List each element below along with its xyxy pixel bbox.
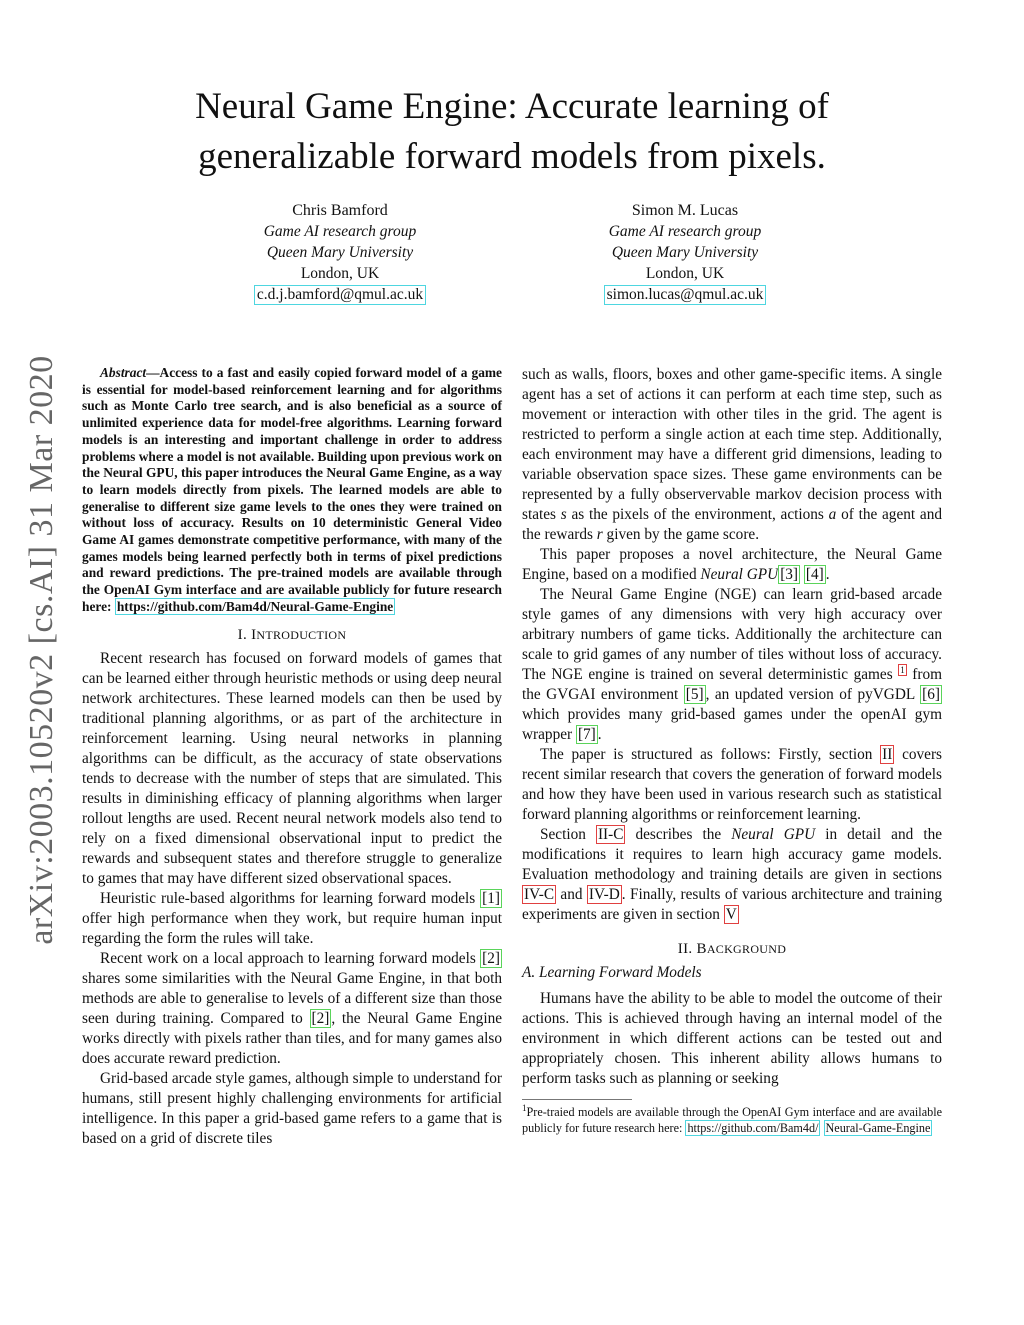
section-number: II. xyxy=(677,941,693,957)
text-run: Section xyxy=(540,826,596,843)
intro-paragraph-7 xyxy=(522,745,942,825)
section-title-rest: ACKGROUND xyxy=(706,942,787,956)
abstract xyxy=(82,365,502,616)
text-run: This paper proposes a novel architecture, the Neural Game Engine, based on a modified xyxy=(522,546,942,583)
citation-link[interactable]: [3] xyxy=(780,566,799,583)
abstract-text: Access to a fast and easily copied forward model of a game is essential for model-based reinforcement learning and for algorithms such as Monte Carlo tree search, and is also beneficial as a source of unlimited experience data for model-free algorithms. Learning forward models is an interesting and important challenge in order to address problems where a model is not available. Building upon previous work on the Neural GPU, this paper introduces the Neural Game Engine, as a way to learn models directly from pixels. The learned models are able to generalise to different size game levels to the ones they were trained on without loss of accuracy. Results on 10 deterministic General Video Game AI games demonstrate competitive performance, with many of the games models being learned perfectly both in terms of pixel predictions and reward predictions. The pre-trained models are available through the OpenAI Gym interface and are available publicly for future research here: xyxy=(82,365,502,614)
text-run: such as walls, floors, boxes and other game-specific items. A single agent has a set of actions it can perform at each time step, such as movement or interaction with other tiles in the grid. The agent is restricted to perform a single action at each time step. Additionally, each environment may have a different grid dimensions, leading to variable observation space sizes. These game environments can be represented by a fully observervable markov decision process with states xyxy=(522,366,942,523)
intro-paragraph-3 xyxy=(82,949,502,1069)
title-line-1: Neural Game Engine: Accurate learning of xyxy=(195,86,829,127)
text-run: and xyxy=(556,886,587,903)
background-paragraph-1: Humans have the ability to be able to model the outcome of their actions. This is achieved through having an internal model of the environment in which different actions can be tested out and appropriately chosen. This inherent ability allows humans to perform tasks such as planning or seeking xyxy=(522,990,942,1087)
title-line-2: generalizable forward models from pixels. xyxy=(198,136,826,177)
text-run: covers recent similar research that covers the generation of forward models and how they have been used in various research such as statistical forward planning algorithms or reinforcement learning. xyxy=(522,746,943,823)
section-link[interactable]: II-C xyxy=(597,826,624,843)
section-heading-introduction xyxy=(82,625,502,645)
right-column xyxy=(522,365,942,1136)
text-run: which provides many grid-based games under the openAI gym wrapper xyxy=(522,706,942,743)
subsection-heading: A. Learning Forward Models xyxy=(522,964,702,981)
text-run: from the GVGAI environment xyxy=(522,666,942,703)
author-university: Queen Mary University xyxy=(611,244,759,261)
author-location: London, UK xyxy=(645,265,725,282)
section-initial: I xyxy=(251,626,257,643)
section-link[interactable]: IV-C xyxy=(524,886,555,903)
author-location: London, UK xyxy=(300,265,380,282)
math-symbol: s xyxy=(560,506,567,523)
text-run: of the agent and the rewards xyxy=(522,506,942,543)
abstract-label: Abstract xyxy=(100,365,147,380)
author-block-1 xyxy=(190,200,490,305)
footnote-number: 1 xyxy=(522,1102,527,1113)
citation-link[interactable]: [2] xyxy=(311,1009,330,1027)
intro-paragraph-4: Grid-based arcade style games, although simple to understand for humans, still present highly challenging environments for artificial intelligence. In this paper a grid-based game refers to a game that is based on a grid of discrete tiles xyxy=(82,1069,502,1147)
citation-link[interactable]: [6] xyxy=(922,686,940,703)
section-initial: B xyxy=(696,941,707,957)
author-name: Chris Bamford xyxy=(292,202,388,219)
author-block-2 xyxy=(535,200,835,305)
author-university: Queen Mary University xyxy=(266,244,414,261)
text-run: shares some similarities with the Neural Game Engine, in that both methods are able to generalise to levels of a different size than those seen during training. Compared to xyxy=(82,969,502,1027)
arxiv-identifier[interactable]: arXiv:2003.10520v2 [cs.AI] 31 Mar 2020 xyxy=(23,355,60,945)
intro-paragraph-5: This paper proposes a novel architecture, the Neural Game Engine, based on a modified Neural GPU [3] [4] . xyxy=(522,546,942,583)
section-link[interactable]: II xyxy=(882,746,893,763)
citation-link[interactable]: [5] xyxy=(685,686,704,703)
section-link[interactable]: V xyxy=(725,906,737,923)
section-number: I. xyxy=(237,626,248,643)
footnote-separator xyxy=(522,1099,632,1100)
intro-paragraph-8 xyxy=(522,825,942,925)
intro-paragraph-2 xyxy=(82,889,502,949)
text-run: as the pixels of the environment, actions xyxy=(566,506,829,523)
text-run: offer high performance when they work, but require human input regarding the form the rules will take. xyxy=(82,909,502,947)
section-title-rest: NTRODUCTION xyxy=(256,627,347,642)
text-run: describes the xyxy=(625,826,732,843)
citation-link[interactable]: [1] xyxy=(482,889,500,907)
text-run: . Finally, results of various architecture and training experiments are given in section xyxy=(522,886,942,923)
author-group: Game AI research group xyxy=(608,223,762,240)
text-run: The paper is structured as follows: Firstly, section xyxy=(540,746,881,763)
citation-link[interactable]: [4] xyxy=(805,566,824,583)
footnote-link[interactable]: https://github.com/Bam4d/ xyxy=(687,1121,819,1135)
author-email-link[interactable]: c.d.j.bamford@qmul.ac.uk xyxy=(254,285,426,305)
text-run: , the Neural Game Engine works directly with pixels rather than tiles, and for many games also does accurate reward prediction. xyxy=(82,1009,503,1067)
author-name: Simon M. Lucas xyxy=(631,202,739,219)
intro-paragraph-4-continued xyxy=(522,365,942,545)
intro-paragraph-1: Recent research has focused on forward models of games that can be learned either through heuristic methods or using deep neural network architectures. These learned models can then be used by traditional planning algorithms, or as part of the architecture in reinforcement learning. Using neural networks in planning algorithms can be difficult, as the accuracy of state observations tends to decrease with the number of steps that are simulated. This results in diminishing efficacy of planning algorithms when larger rollout lengths are used. Recent neural network models also tend to rely on a fixed dimensional observational input to predict the rewards and subsequent states and therefore struggle to generalize to games that may have different sized observational spaces. xyxy=(82,649,502,887)
abstract-dash: — xyxy=(146,365,160,380)
footnote-marker-link[interactable]: 1 xyxy=(900,664,905,675)
author-email-link[interactable]: simon.lucas@qmul.ac.uk xyxy=(604,285,767,305)
math-symbol: r xyxy=(596,526,603,543)
section-link[interactable]: IV-D xyxy=(588,886,620,903)
text-run: Recent work on a local approach to learning forward models xyxy=(100,949,481,967)
text-run: given by the game score. xyxy=(602,526,760,543)
emphasis: Neural GPU xyxy=(731,826,816,843)
emphasis: Neural GPU xyxy=(700,566,779,583)
intro-paragraph-6: The Neural Game Engine (NGE) can learn grid-based arcade style games of any dimensions with very high accuracy over arbitrary numbers of game ticks. Additionally the architecture can scale to grid games of any number of tiles without loss of accuracy. The NGE engine is trained on several deterministic games $^1$ from the GVGAI environment [5] , an updated version of pyVGDL [6] which provides many grid-based games under the openAI gym wrapper [7] . xyxy=(522,586,942,743)
text-run: in detail and the modifications it requires to learn high accuracy game models. Evaluation methodology and training details are given in sections xyxy=(522,826,943,883)
footnote-link[interactable]: Neural-Game-Engine xyxy=(825,1121,931,1135)
footnote-text: Pre-traied models are available through the OpenAI Gym interface and are available publicly for future research here: xyxy=(522,1105,942,1135)
citation-link[interactable]: [7] xyxy=(577,726,596,743)
text-run: , an updated version of pyVGDL xyxy=(705,686,921,703)
left-column xyxy=(82,365,502,1149)
abstract-github-link[interactable]: https://github.com/Bam4d/Neural-Game-Engine xyxy=(116,598,394,614)
math-symbol: a xyxy=(828,506,837,523)
footnote xyxy=(522,1104,942,1136)
text-run: The Neural Game Engine (NGE) can learn grid-based arcade style games of any dimensions with very high accuracy over arbitrary numbers of game ticks. Additionally the architecture can scale to grid games of any number of tiles without loss of accuracy. The NGE engine is trained on several deterministic games xyxy=(522,586,942,683)
text-run: Heuristic rule-based algorithms for learning forward models xyxy=(100,889,481,907)
author-group: Game AI research group xyxy=(263,223,417,240)
citation-link[interactable]: [2] xyxy=(482,949,500,967)
paper-title xyxy=(112,82,912,182)
section-heading-background xyxy=(522,939,942,959)
